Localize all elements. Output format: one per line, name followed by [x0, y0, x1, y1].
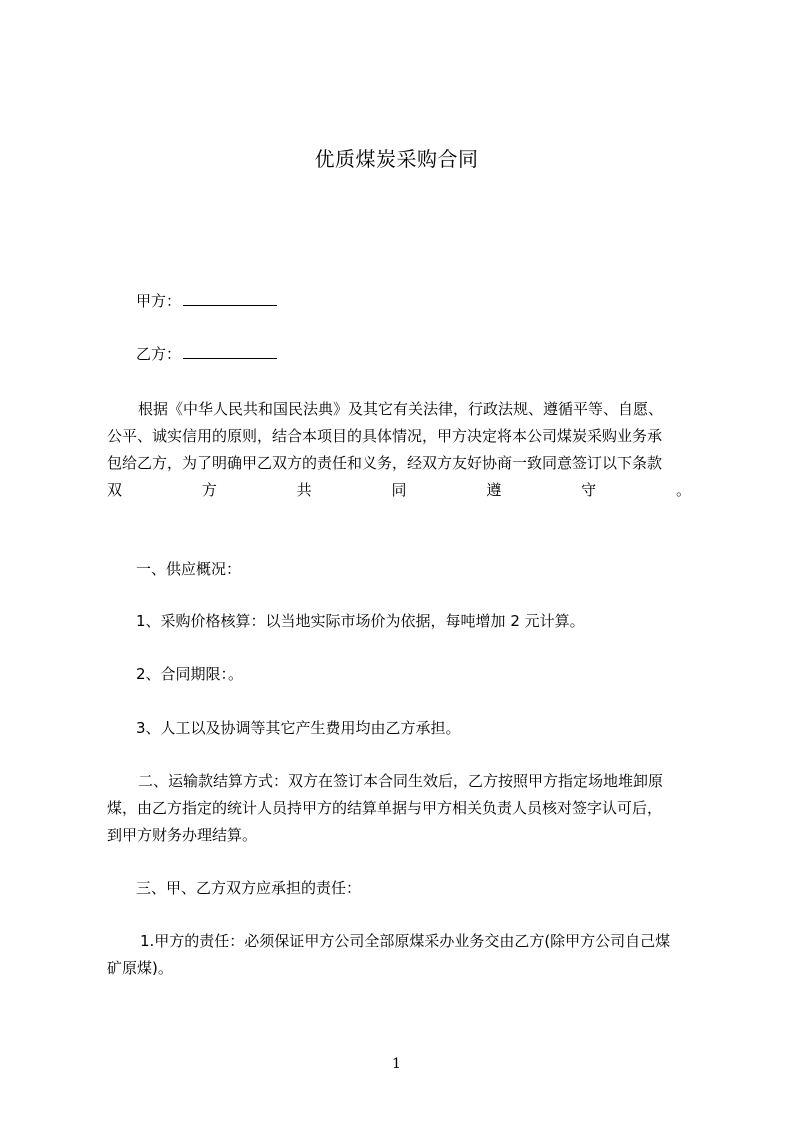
preamble-line-3: 包给乙方，为了明确甲乙双方的责任和义务，经双方友好协商一致同意签订以下条款 [107, 454, 663, 472]
section-1-item-2: 2、合同期限：。 [136, 665, 244, 683]
preamble-char: 遵 [486, 481, 502, 499]
section-2-line-2: 煤，由乙方指定的统计人员持甲方的结算单据与甲方相关负责人员核对签字认可后， [107, 799, 663, 817]
preamble-line-4 [107, 480, 691, 500]
party-a-field [136, 291, 277, 311]
section-3-item-1-line-1: 1.甲方的责任：必须保证甲方公司全部原煤采办业务交由乙方(除甲方公司自己煤 [140, 932, 671, 950]
preamble-line-2: 公平、诚实信用的原则，结合本项目的具体情况，甲方决定将本公司煤炭采购业务承 [107, 427, 663, 445]
preamble-line-1: 根据《中华人民共和国民法典》及其它有关法律，行政法规、遵循平等、自愿、 [138, 400, 664, 418]
preamble-char: 双 [107, 481, 123, 499]
preamble-char: 同 [391, 481, 407, 499]
party-b-field [136, 344, 277, 364]
party-a-label: 甲方： [136, 292, 182, 310]
section-1-item-1: 1、采购价格核算：以当地实际市场价为依据，每吨增加 2 元计算。 [136, 612, 585, 630]
party-a-blank [183, 291, 277, 306]
section-2-line-1: 二、运输款结算方式：双方在签订本合同生效后，乙方按照甲方指定场地堆卸原 [138, 772, 664, 790]
preamble-char: 守 [581, 481, 597, 499]
preamble-char: 方 [201, 481, 217, 499]
section-1-heading: 一、供应概况： [136, 560, 242, 578]
preamble-char: 共 [296, 481, 312, 499]
section-2-line-3: 到甲方财务办理结算。 [107, 826, 258, 844]
preamble-char: 。 [675, 481, 691, 499]
section-3-heading: 三、甲、乙方双方应承担的责任： [136, 879, 362, 897]
party-b-blank [183, 344, 277, 359]
document-title: 优质煤炭采购合同 [314, 147, 479, 171]
section-3-item-1-line-2: 矿原煤)。 [107, 959, 173, 977]
page-number: 1 [392, 1056, 401, 1072]
section-1-item-3: 3、人工以及协调等其它产生费用均由乙方承担。 [136, 719, 461, 737]
party-b-label: 乙方： [136, 345, 182, 363]
